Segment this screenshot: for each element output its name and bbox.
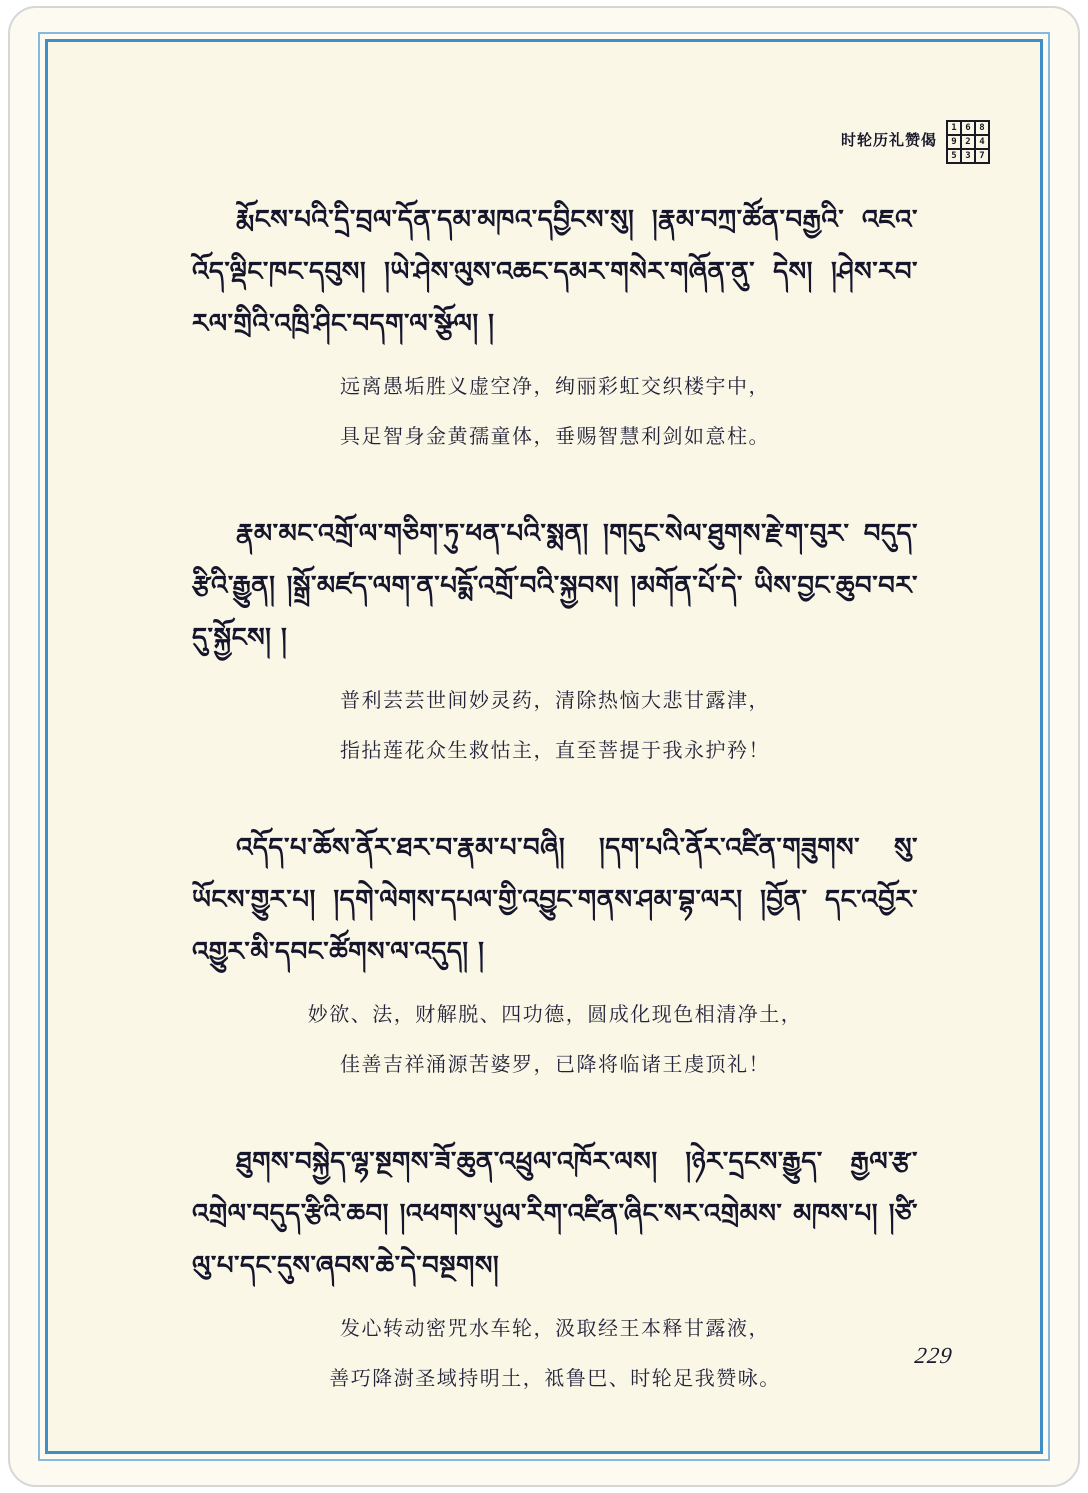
page-header bbox=[841, 120, 990, 164]
chinese-translation bbox=[192, 676, 918, 776]
chinese-line: 具足智身金黄孺童体，垂赐智慧利剑如意柱。 bbox=[340, 426, 770, 448]
magic-square bbox=[946, 120, 990, 164]
tibetan-line: དེས། །ཤེས་རབ་རལ་གྲིའི་འཁྲི་ཤིང་བདག་ལ་སྩོལ། ། bbox=[192, 257, 918, 339]
chinese-line: 妙欲、法，财解脱、四功德，圆成化现色相清净土， bbox=[307, 1004, 803, 1026]
stanza-1 bbox=[192, 194, 918, 462]
tibetan-line: བདུད་རྩིའི་རྒྱུན། །སྒྲོ་མཛད་ལག་ན་པདྨོ་འགྲོ་བའི་སྐྱབས། །མགོན་པོ་དེ་ bbox=[192, 519, 918, 601]
running-title: 时轮历礼赞偈 bbox=[840, 132, 937, 149]
chinese-line: 发心转动密咒水车轮，汲取经王本释甘露液， bbox=[340, 1318, 770, 1340]
verse-content bbox=[192, 194, 918, 1450]
chinese-translation bbox=[192, 1304, 918, 1404]
page-number: 229 bbox=[912, 1343, 954, 1368]
tibetan-line: རྒྱལ་རྩ་འགྲེལ་བདུད་རྩིའི་ཆབ། །འཕགས་ཡུལ་རིག་འཛིན་ཞིང་སར་འགྲེམས་ bbox=[192, 1147, 918, 1229]
tibetan-line: ཐུགས་བསྐྱེད་ལྷ་སྔགས་ཟོ་ཆུན་འཕྲུལ་འཁོར་ལས། །ཉེར་དྲངས་རྒྱུད་ bbox=[236, 1147, 823, 1177]
magic-square-cell: 7 bbox=[975, 149, 989, 163]
magic-square-cell: 2 bbox=[961, 135, 975, 149]
stanza-3 bbox=[192, 822, 918, 1090]
tibetan-line: རྣམ་མང་འགྲོ་ལ་གཅིག་ཏུ་ཕན་པའི་སྨན། །གདུང་སེལ་ཐུགས་རྗེ་ག་བུར་ bbox=[236, 519, 850, 549]
magic-square-cell: 4 bbox=[975, 135, 989, 149]
chinese-line: 普利芸芸世间妙灵药，清除热恼大悲甘露津， bbox=[340, 690, 770, 712]
tibetan-line: འདོད་པ་ཆོས་ནོར་ཐར་བ་རྣམ་པ་བཞི། །དག་པའི་ནོར་འཛིན་གཟུགས་ bbox=[236, 833, 861, 863]
stanza-2 bbox=[192, 508, 918, 776]
tibetan-verse bbox=[192, 194, 918, 350]
tibetan-line: ཡིས་བྱང་ཆུབ་བར་དུ་སྐྱོངས། ། bbox=[192, 571, 918, 653]
chinese-translation bbox=[192, 990, 918, 1090]
tibetan-line: འཇའ་འོད་ལྡིང་ཁང་དབུས། །ཡེ་ཤེས་ལུས་འཆང་དམར་གསེར་གཞོན་ནུ་ bbox=[192, 205, 918, 287]
magic-square-cell: 8 bbox=[975, 121, 989, 135]
tibetan-verse bbox=[192, 822, 918, 978]
book-page bbox=[8, 6, 1080, 1487]
tibetan-line: དང་འབྱོར་འགྱུར་མི་དབང་ཚོགས་ལ་འདུད། ། bbox=[192, 885, 918, 967]
chinese-translation bbox=[192, 362, 918, 462]
chinese-line: 佳善吉祥涌源苦婆罗，已降将临诸王虔顶礼！ bbox=[340, 1054, 770, 1076]
tibetan-verse bbox=[192, 508, 918, 664]
tibetan-line: རྨོངས་པའི་དྲི་བྲལ་དོན་དམ་མཁའ་དབྱིངས་སུ། །རྣམ་བཀྲ་ཚོན་བརྒྱའི་ bbox=[236, 205, 845, 235]
chinese-line: 善巧降澍圣域持明土，祗鲁巴、时轮足我赞咏。 bbox=[329, 1368, 781, 1390]
stanza-4 bbox=[192, 1136, 918, 1404]
magic-square-cell: 6 bbox=[961, 121, 975, 135]
chinese-line: 远离愚垢胜义虚空净，绚丽彩虹交织楼宇中， bbox=[340, 376, 770, 398]
tibetan-line: སུ་ཡོངས་གྱུར་པ། །དགེ་ལེགས་དཔལ་གྱི་འབྱུང་གནས་ཤམ་བྷ་ལར། །བྱོན་ bbox=[192, 833, 918, 915]
magic-square-cell: 5 bbox=[947, 149, 961, 163]
magic-square-cell: 3 bbox=[961, 149, 975, 163]
magic-square-cell: 9 bbox=[947, 135, 961, 149]
magic-square-cell: 1 bbox=[947, 121, 961, 135]
tibetan-line: མཁས་པ། །ཙི་ལུ་པ་དང་དུས་ཞབས་ཆེ་དེ་བསྔགས། bbox=[192, 1199, 918, 1281]
chinese-line: 指拈莲花众生救怙主，直至菩提于我永护矜！ bbox=[340, 740, 770, 762]
tibetan-verse bbox=[192, 1136, 918, 1292]
